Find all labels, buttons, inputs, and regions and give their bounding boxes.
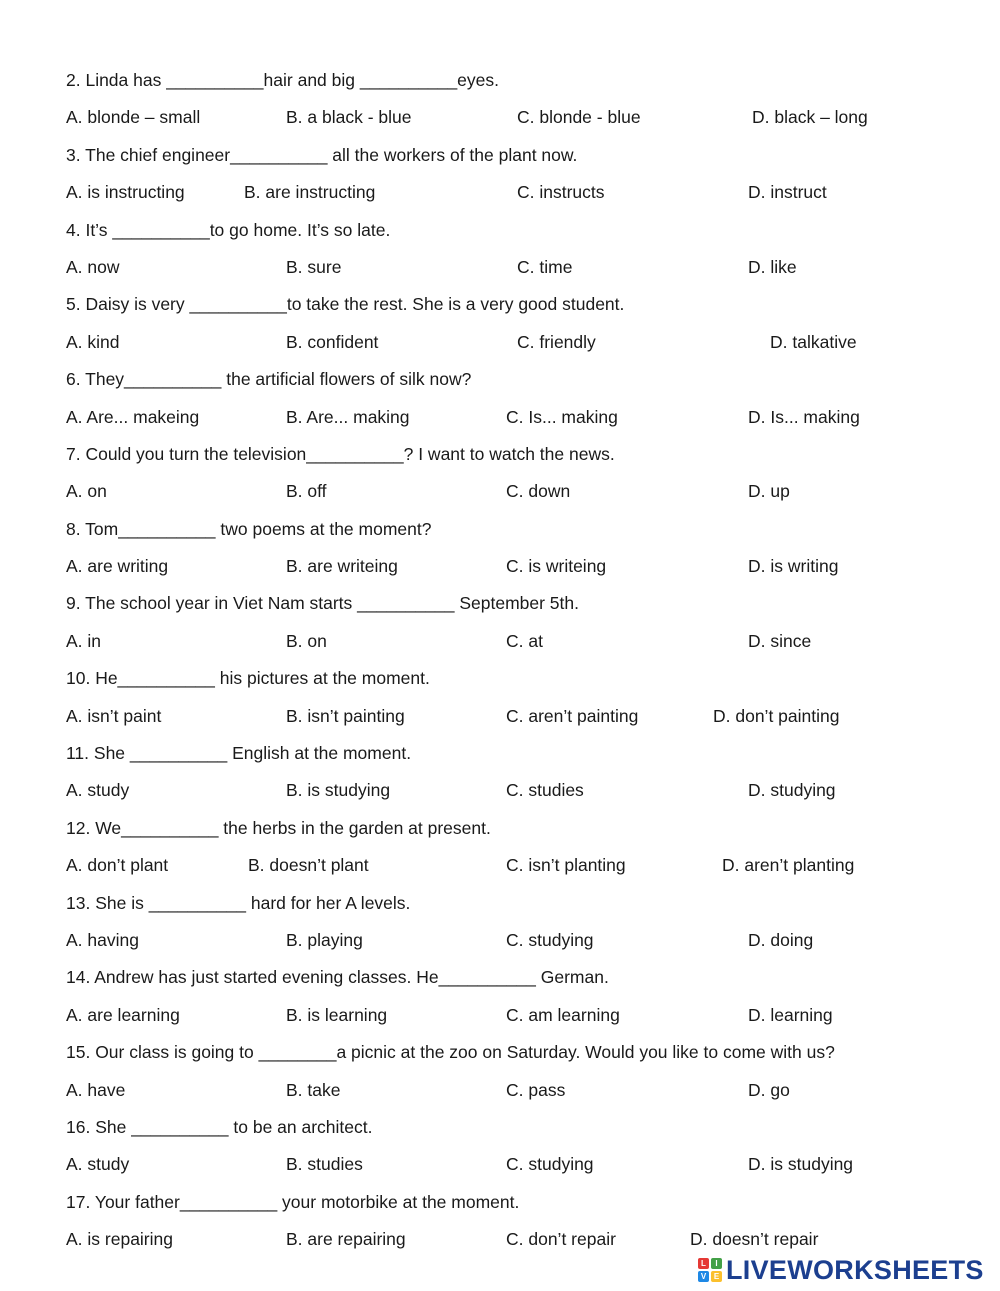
option-d[interactable]: D. like: [748, 256, 797, 277]
option-c[interactable]: C. instructs: [517, 182, 605, 203]
option-a[interactable]: A. having: [66, 929, 139, 950]
options-12: [66, 847, 966, 884]
option-b[interactable]: B. a black - blue: [286, 107, 412, 128]
question-8: [66, 511, 966, 548]
option-b[interactable]: B. isn’t painting: [286, 705, 405, 726]
option-c[interactable]: C. blonde - blue: [517, 107, 641, 128]
option-a[interactable]: A. on: [66, 481, 107, 502]
question-text: 8. Tom__________ two poems at the moment?: [66, 518, 432, 539]
option-b[interactable]: B. off: [286, 481, 327, 502]
option-c[interactable]: C. don’t repair: [506, 1229, 616, 1250]
options-9: [66, 623, 966, 660]
question-text: 14. Andrew has just started evening classes. He__________ German.: [66, 967, 609, 988]
options-8: [66, 548, 966, 585]
options-16: [66, 1146, 966, 1183]
question-12: [66, 810, 966, 847]
logo-mark-tile: L: [698, 1258, 709, 1269]
options-13: [66, 922, 966, 959]
options-5: [66, 324, 966, 361]
option-d[interactable]: D. don’t painting: [713, 705, 840, 726]
option-a[interactable]: A. now: [66, 256, 120, 277]
option-b[interactable]: B. are writeing: [286, 556, 398, 577]
liveworksheets-logo: [698, 1254, 984, 1286]
question-text: 2. Linda has __________hair and big __________eyes.: [66, 70, 500, 90]
question-3: [66, 137, 966, 174]
option-a[interactable]: A. blonde – small: [66, 107, 201, 128]
option-d[interactable]: D. talkative: [770, 331, 857, 352]
option-a[interactable]: A. are learning: [66, 1004, 180, 1025]
option-d[interactable]: D. doing: [748, 929, 814, 950]
question-16: [66, 1109, 966, 1146]
question-text: 11. She __________ English at the moment.: [66, 743, 412, 764]
option-c[interactable]: C. studying: [506, 1154, 594, 1175]
question-text: 13. She is __________ hard for her A levels.: [66, 892, 411, 913]
question-9: [66, 585, 966, 622]
question-text: 10. He__________ his pictures at the moment.: [66, 668, 430, 689]
options-11: [66, 772, 966, 809]
question-text: 15. Our class is going to ________a picnic at the zoo on Saturday. Would you like to come with us?: [66, 1042, 835, 1063]
options-2: [66, 99, 966, 136]
option-d[interactable]: D. Is... making: [748, 406, 860, 427]
option-b[interactable]: B. playing: [286, 929, 363, 950]
question-text: 6. They__________ the artificial flowers of silk now?: [66, 369, 472, 390]
option-a[interactable]: A. is repairing: [66, 1229, 173, 1250]
option-c[interactable]: C. isn’t planting: [506, 855, 626, 876]
options-15: [66, 1072, 966, 1109]
options-10: [66, 698, 966, 735]
option-d[interactable]: D. is writing: [748, 556, 839, 577]
question-text: 5. Daisy is very __________to take the rest. She is a very good student.: [66, 294, 625, 315]
question-text: 17. Your father__________ your motorbike at the moment.: [66, 1191, 520, 1212]
option-d[interactable]: D. doesn’t repair: [690, 1229, 819, 1250]
options-6: [66, 399, 966, 436]
option-a[interactable]: A. isn’t paint: [66, 705, 162, 726]
option-a[interactable]: A. study: [66, 780, 130, 801]
question-15: [66, 1034, 966, 1071]
option-b[interactable]: B. take: [286, 1079, 341, 1100]
option-d[interactable]: D. aren’t planting: [722, 855, 855, 876]
option-d[interactable]: D. up: [748, 481, 790, 502]
option-d[interactable]: D. studying: [748, 780, 836, 801]
question-4: [66, 212, 966, 249]
question-2: [66, 62, 966, 99]
option-b[interactable]: B. is learning: [286, 1004, 388, 1025]
question-text: 16. She __________ to be an architect.: [66, 1116, 373, 1137]
option-b[interactable]: B. are instructing: [244, 182, 376, 203]
options-4: [66, 249, 966, 286]
option-b[interactable]: B. sure: [286, 256, 342, 277]
options-14: [66, 997, 966, 1034]
option-a[interactable]: A. have: [66, 1079, 126, 1100]
question-7: [66, 436, 966, 473]
option-c[interactable]: C. pass: [506, 1079, 566, 1100]
option-d[interactable]: D. black – long: [752, 107, 868, 128]
option-c[interactable]: C. is writeing: [506, 556, 607, 577]
options-3: [66, 174, 966, 211]
option-a[interactable]: A. kind: [66, 331, 120, 352]
question-6: [66, 361, 966, 398]
options-17: [66, 1221, 966, 1258]
option-c[interactable]: C. friendly: [517, 331, 596, 352]
option-c[interactable]: C. Is... making: [506, 406, 618, 427]
question-14: [66, 959, 966, 996]
option-d[interactable]: D. since: [748, 630, 812, 651]
option-a[interactable]: A. Are... makeing: [66, 406, 200, 427]
question-17: [66, 1184, 966, 1221]
option-c[interactable]: C. at: [506, 630, 543, 651]
worksheet: [66, 62, 966, 1259]
option-d[interactable]: D. go: [748, 1079, 790, 1100]
option-b[interactable]: B. doesn’t plant: [248, 855, 369, 876]
option-b[interactable]: B. on: [286, 630, 327, 651]
option-c[interactable]: C. aren’t painting: [506, 705, 639, 726]
question-text: 7. Could you turn the television__________? I want to watch the news.: [66, 443, 615, 464]
options-7: [66, 473, 966, 510]
option-a[interactable]: A. don’t plant: [66, 855, 169, 876]
question-text: 9. The school year in Viet Nam starts __________ September 5th.: [66, 593, 579, 614]
option-c[interactable]: C. down: [506, 481, 571, 502]
option-c[interactable]: C. studies: [506, 780, 584, 801]
option-d[interactable]: D. instruct: [748, 182, 827, 203]
logo-mark-tile: I: [711, 1258, 722, 1269]
option-b[interactable]: B. are repairing: [286, 1229, 406, 1250]
logo-mark-icon: [698, 1258, 722, 1282]
option-b[interactable]: B. studies: [286, 1154, 363, 1175]
option-b[interactable]: B. confident: [286, 331, 379, 352]
question-13: [66, 885, 966, 922]
logo-mark-tile: V: [698, 1271, 709, 1282]
question-text: 12. We__________ the herbs in the garden at present.: [66, 817, 491, 838]
question-text: 4. It’s __________to go home. It’s so late.: [66, 219, 391, 240]
question-10: [66, 660, 966, 697]
question-5: [66, 286, 966, 323]
option-a[interactable]: A. are writing: [66, 556, 169, 577]
question-text: 3. The chief engineer__________ all the workers of the plant now.: [66, 144, 578, 165]
option-d[interactable]: D. learning: [748, 1004, 833, 1025]
question-11: [66, 735, 966, 772]
option-d[interactable]: D. is studying: [748, 1154, 854, 1175]
option-b[interactable]: B. is studying: [286, 780, 391, 801]
option-a[interactable]: A. study: [66, 1154, 130, 1175]
option-a[interactable]: A. in: [66, 630, 102, 651]
logo-text: LIVEWORKSHEETS: [726, 1254, 984, 1285]
logo-mark-tile: E: [711, 1271, 722, 1282]
option-b[interactable]: B. Are... making: [286, 406, 410, 427]
option-a[interactable]: A. is instructing: [66, 182, 185, 203]
option-c[interactable]: C. studying: [506, 929, 594, 950]
option-c[interactable]: C. am learning: [506, 1004, 620, 1025]
option-c[interactable]: C. time: [517, 256, 573, 277]
